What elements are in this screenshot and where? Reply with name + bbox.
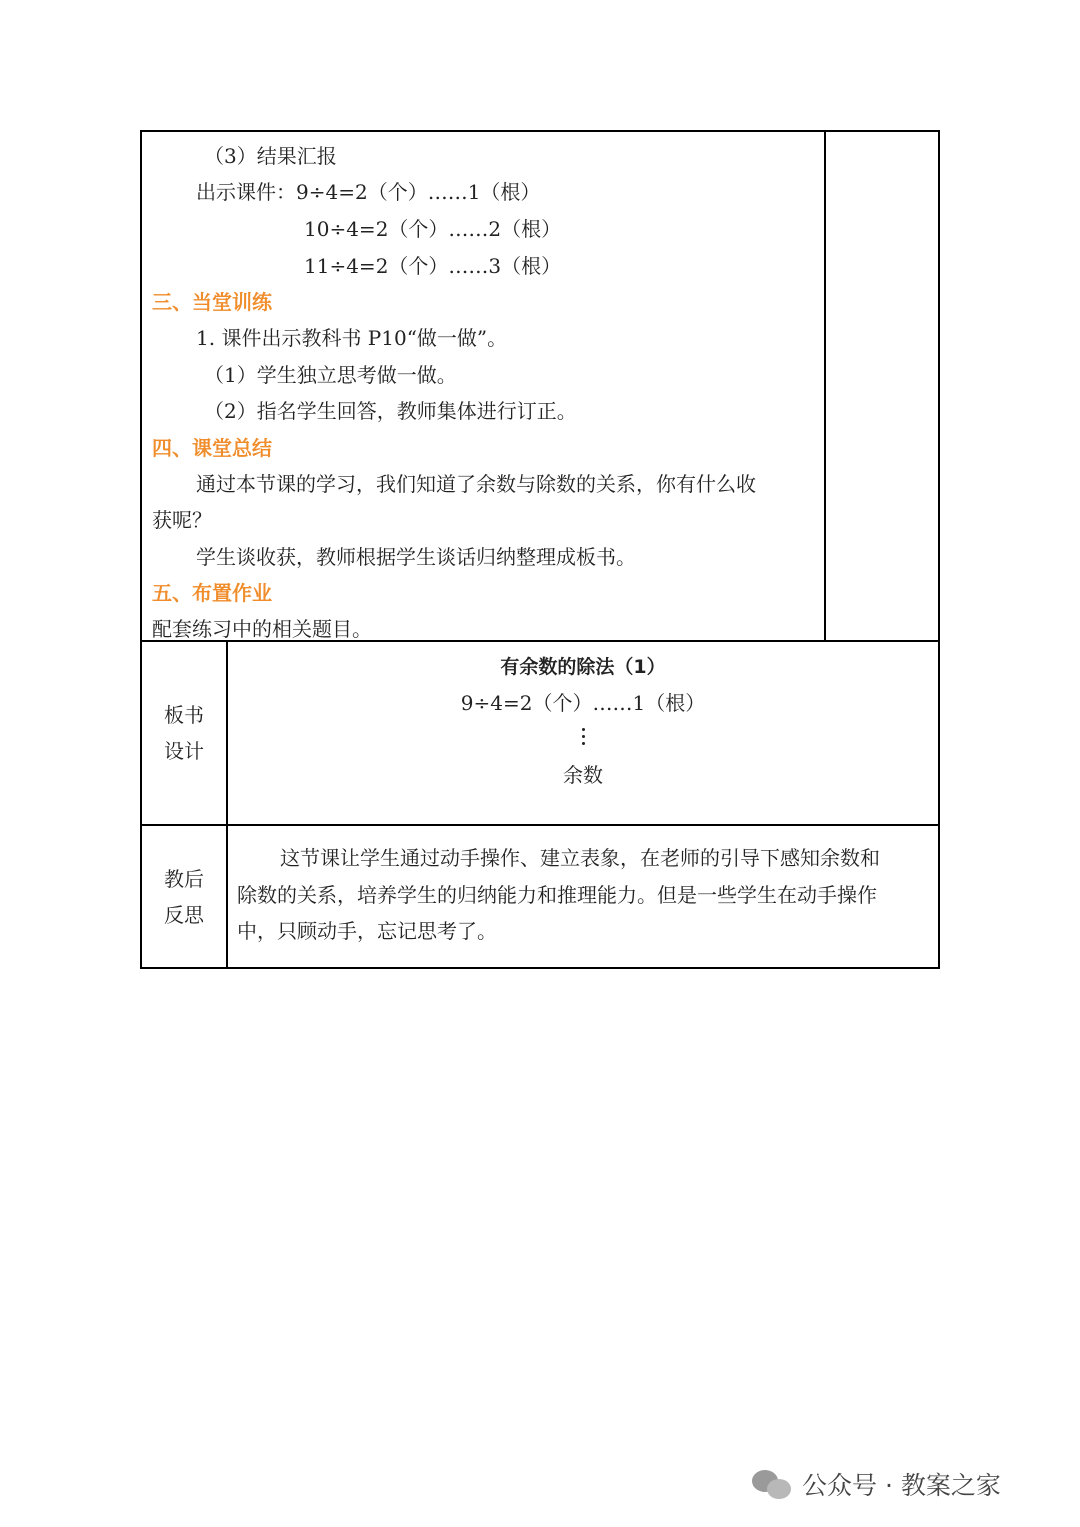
reflection-label [142, 826, 228, 967]
heading-summary: 四、课堂总结 [152, 436, 272, 460]
board-title: 有余数的除法（1） [500, 656, 666, 678]
summary-line-3: 学生谈收获，教师根据学生谈话归纳整理成板书。 [196, 545, 636, 569]
training-line-2: （1）学生独立思考做一做。 [204, 363, 457, 387]
reflection-content [228, 826, 938, 967]
vertical-dots [228, 728, 938, 745]
result-report-line: （3）结果汇报 [204, 144, 337, 168]
watermark-text: 公众号 · 教案之家 [802, 1471, 1001, 1500]
board-equation: 9÷4=2（个）……1（根） [460, 691, 706, 715]
process-cell [142, 132, 826, 640]
courseware-line-3: 11÷4=2（个）……3（根） [304, 254, 562, 278]
courseware-line-1: 出示课件：9÷4=2（个）……1（根） [196, 180, 541, 204]
homework-line: 配套练习中的相关题目。 [152, 617, 372, 641]
lesson-plan-table [140, 130, 940, 969]
reflection-label-line-2: 反思 [164, 902, 204, 927]
summary-line-1: 通过本节课的学习，我们知道了余数与除数的关系，你有什么收 [196, 472, 756, 496]
board-label-line-1: 板书 [164, 703, 204, 727]
reflection-row [142, 826, 938, 967]
reflection-line-3: 中，只顾动手，忘记思考了。 [237, 919, 497, 943]
training-line-1: 1. 课件出示教科书 P10“做一做”。 [196, 326, 508, 350]
board-design-content [228, 642, 938, 824]
board-design-label [142, 642, 228, 824]
watermark [752, 1462, 1001, 1506]
heading-homework: 五、布置作业 [152, 581, 272, 605]
reflection-line-2: 除数的关系，培养学生的归纳能力和推理能力。但是一些学生在动手操作 [237, 883, 877, 907]
heading-practice: 三、当堂训练 [152, 290, 272, 314]
process-row [142, 132, 938, 642]
courseware-line-2: 10÷4=2（个）……2（根） [304, 217, 562, 241]
board-design-row [142, 642, 938, 826]
remainder-label: 余数 [563, 763, 603, 787]
reflection-label-line-1: 教后 [164, 866, 204, 891]
board-label-line-2: 设计 [164, 739, 204, 763]
training-line-3: （2）指名学生回答，教师集体进行订正。 [204, 399, 577, 423]
summary-line-2: 获呢？ [152, 508, 212, 532]
wechat-icon [752, 1468, 792, 1500]
reflection-line-1: 这节课让学生通过动手操作、建立表象，在老师的引导下感知余数和 [280, 846, 880, 870]
